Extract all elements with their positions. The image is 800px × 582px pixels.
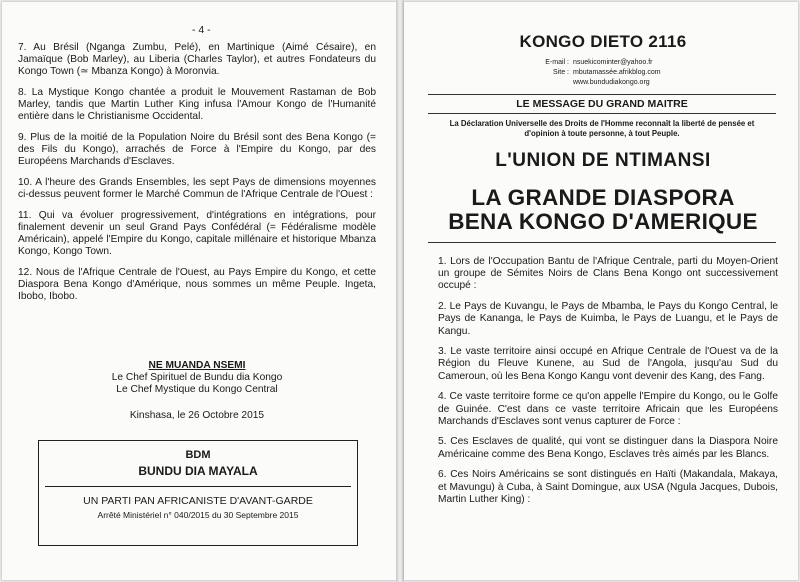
- headline-line-1: LA GRANDE DIASPORA: [471, 185, 735, 210]
- left-page-body: [18, 42, 376, 312]
- paragraph-11: 11. Qui va évoluer progressivement, d'intégrations en intégrations, pour finalement devenir un seul Grand Pays Confédéral (= Fédéralisme modèle Américain), appelé l'Empire du Kongo, capitale millénaire et historique Mbanza Kongo, Kongo Town.: [18, 210, 376, 257]
- signatory-name: NE MUANDA NSEMI: [148, 360, 246, 371]
- party-name: BUNDU DIA MAYALA: [138, 464, 258, 478]
- message-header: LE MESSAGE DU GRAND MAITRE: [428, 94, 776, 114]
- paragraph-4: 4. Ce vaste territoire forme ce qu'on appelle l'Empire du Kongo, ou le Golfe de Guinée. C'est dans ce vaste territoire Africain que les Européens Marchands d'Esclaves sont venus capturer de Force :: [438, 391, 778, 427]
- contact-site-label: Site :: [553, 69, 569, 76]
- paragraph-6: 6. Ces Noirs Américains se sont distingués en Haïti (Makandala, Makaya, et Mavungu) à Cuba, à Saint Domingue, aux USA (Ngula Jacques, Dubois, Martin Luther King) :: [438, 469, 778, 505]
- paragraph-1: 1. Lors de l'Occupation Bantu de l'Afrique Centrale, parti du Moyen-Orient un groupe de Sémites Noirs de Clans Bena Kongo ont successivement occupé :: [438, 256, 778, 292]
- party-box: [38, 440, 358, 546]
- signature-date: Kinshasa, le 26 Octobre 2015: [129, 410, 265, 421]
- contact-email-label: E-mail :: [545, 59, 569, 66]
- contact-site-value: mbutamassée.afrikblog.com: [573, 69, 661, 76]
- party-box-divider: [45, 486, 351, 487]
- contact-info: [529, 58, 779, 88]
- contact-site: [529, 68, 779, 78]
- signature-block: [18, 360, 376, 422]
- contact-site-2-value: www.bundudiakongo.org: [573, 79, 650, 86]
- contact-email-value: nsuekicominter@yahoo.fr: [573, 59, 653, 66]
- paragraph-8: 8. La Mystique Kongo chantée a produit le Mouvement Rastaman de Bob Marley, tandis que Martin Luther King infusa l'Amour Kongo de l'Humanité entière dans le Christianisme Occidental.: [18, 87, 376, 122]
- contact-site-2-label: [529, 78, 573, 88]
- party-decree: Arrêté Ministériel n° 040/2015 du 30 Septembre 2015: [97, 510, 299, 520]
- headline-divider: [428, 242, 776, 243]
- headline-line-2: BENA KONGO D'AMERIQUE: [448, 209, 758, 234]
- paragraph-2: 2. Le Pays de Kuvangu, le Pays de Mbamba, le Pays du Kongo Central, le Pays de Kananga, le Pays de Kuimba, le Pays de Luangu, et le Pays de Kangu.: [438, 301, 778, 337]
- signatory-title-mystic: Le Chef Mystique du Kongo Central: [116, 384, 278, 395]
- signatory-title-spiritual: Le Chef Spirituel de Bundu dia Kongo: [111, 372, 283, 383]
- contact-email: [529, 58, 779, 68]
- page-number: - 4 -: [192, 24, 211, 36]
- union-title: L'UNION DE NTIMANSI: [495, 150, 711, 171]
- paragraph-3: 3. Le vaste territoire ainsi occupé en Afrique Centrale de l'Ouest va de la Région du Fleuve Kunene, au Sud de l'Angola, jusqu'au Sud du Cameroun, où les Bena Kongo Kangu vont devenir des Kang, des Fang.: [438, 346, 778, 382]
- party-slogan: UN PARTI PAN AFRICANISTE D'AVANT-GARDE: [83, 495, 313, 507]
- right-page-body: [438, 256, 778, 514]
- paragraph-5: 5. Ces Esclaves de qualité, qui vont se distinguer dans la Diaspora Noire Américaine comme des Bena Kongo, Esclaves très aimés par les Blancs.: [438, 436, 778, 460]
- newsletter-title: KONGO DIETO 2116: [519, 32, 687, 51]
- contact-site-2: [529, 78, 779, 88]
- paragraph-12: 12. Nous de l'Afrique Centrale de l'Ouest, au Pays Empire du Kongo, et cette Diaspora Bena Kongo d'Amérique, nous sommes un même Peuple. Ingeta, Ibobo, Ibobo.: [18, 267, 376, 302]
- right-page: [404, 2, 798, 580]
- left-page: [2, 2, 396, 580]
- paragraph-10: 10. A l'heure des Grands Ensembles, les sept Pays de dimensions moyennes ci-dessus peuvent former le Marché Commun de l'Afrique Centrale de l'Ouest :: [18, 177, 376, 200]
- page-gutter: [396, 0, 404, 582]
- party-abbreviation: BDM: [185, 449, 211, 461]
- declaration-text: La Déclaration Universelle des Droits de l'Homme reconnaît la liberté de pensée et d'opinion à toute personne, à tout Peuple.: [449, 119, 755, 138]
- paragraph-9: 9. Plus de la moitié de la Population Noire du Brésil sont des Bena Kongo (= des Fils du Kongo), arrachés de Force à l'Empire du Kongo, par des Européens Marchands d'Esclaves.: [18, 132, 376, 167]
- paragraph-7: 7. Au Brésil (Nganga Zumbu, Pelé), en Martinique (Aimé Césaire), en Jamaïque (Bob Marley), au Liberia (Charles Taylor), et autres Fondateurs du Kongo Town (≃ Mbanza Kongo) à Moronvia.: [18, 42, 376, 77]
